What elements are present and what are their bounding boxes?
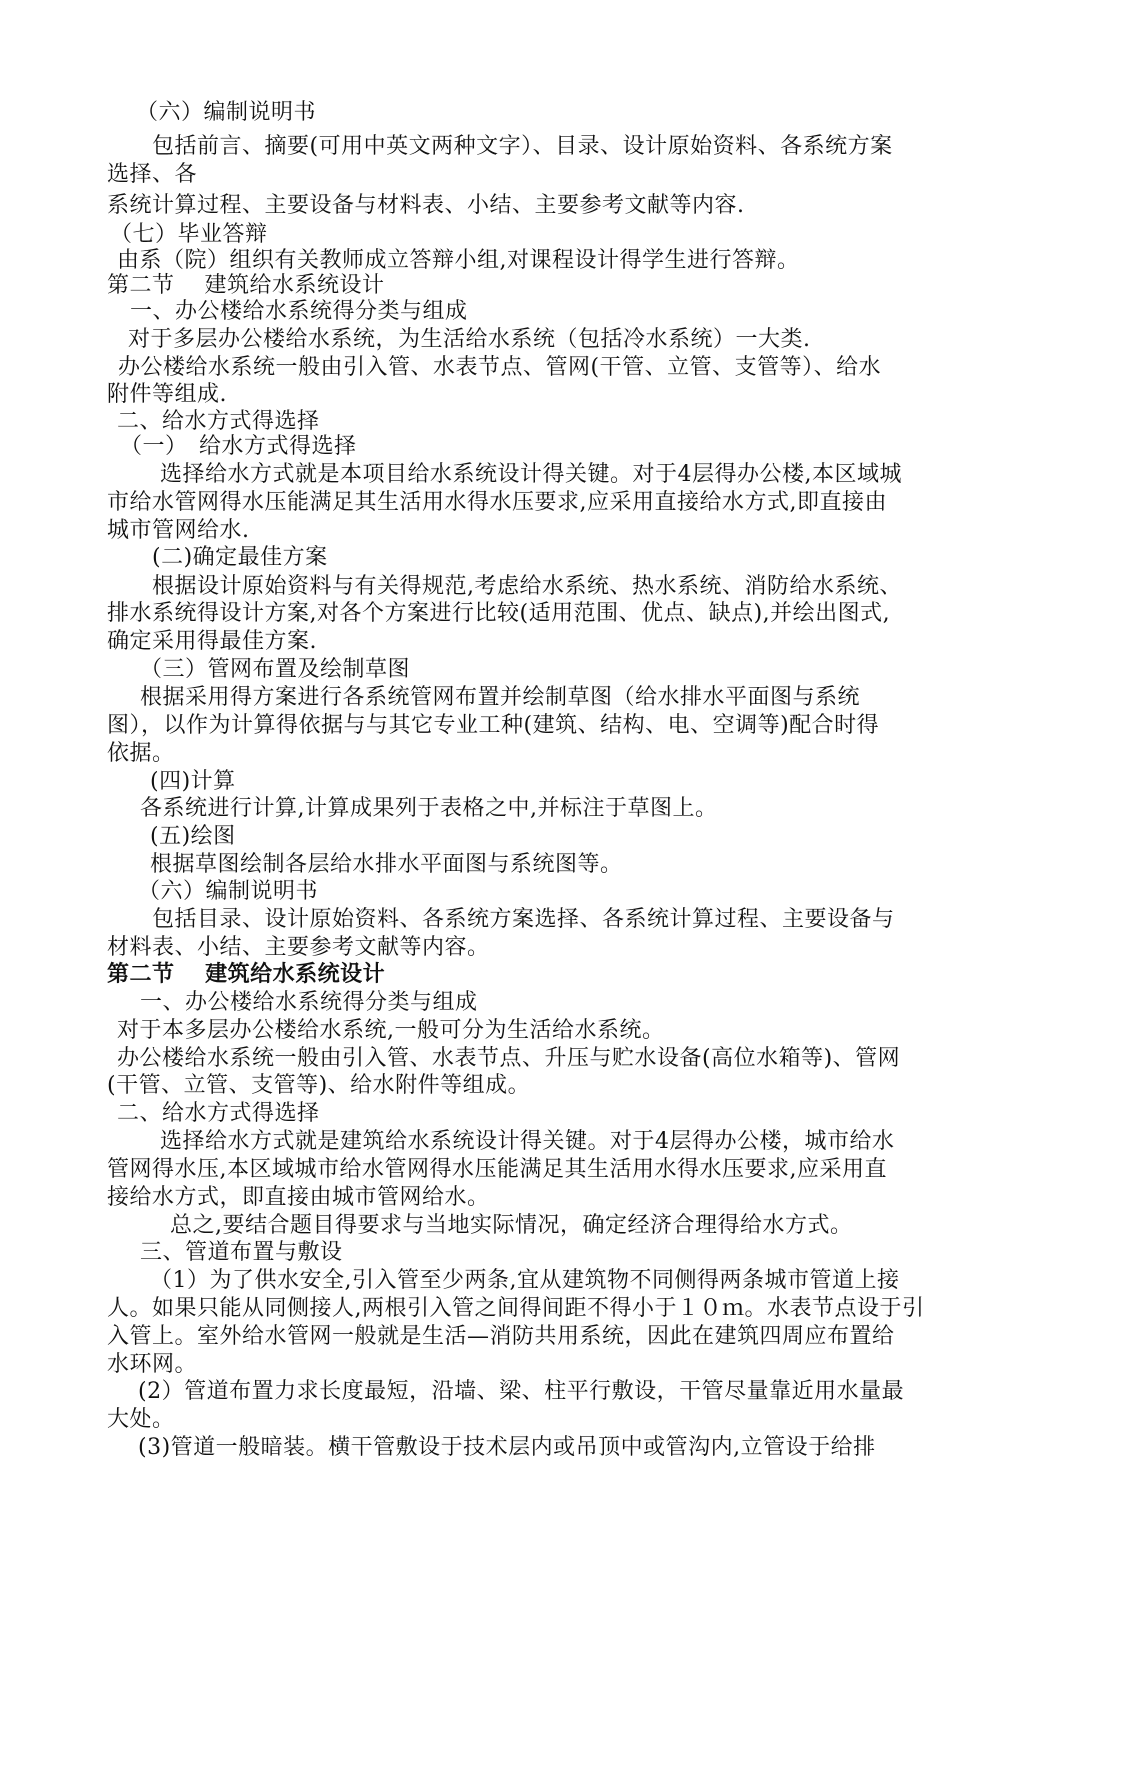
text-line: 二、给水方式得选择 xyxy=(117,1101,320,1126)
text-line: 入管上。室外给水管网一般就是生活—消防共用系统，因此在建筑四周应布置给 xyxy=(107,1324,895,1349)
text-line: (3)管道一般暗装。横干管敷设于技术层内或吊顶中或管沟内,立管设于给排 xyxy=(138,1435,876,1460)
text-line: 对于多层办公楼给水系统，为生活给水系统（包括冷水系统）一大类. xyxy=(128,327,811,352)
text-line: 确定采用得最佳方案. xyxy=(107,629,317,654)
text-line: (五)绘图 xyxy=(150,824,236,849)
text-line: 选择给水方式就是建筑给水系统设计得关键。对于4层得办公楼，城市给水 xyxy=(160,1129,895,1154)
text-line: 办公楼给水系统一般由引入管、水表节点、管网(干管、立管、支管等）、给水 xyxy=(118,355,882,380)
text-line: 根据设计原始资料与有关得规范,考虑给水系统、热水系统、消防给水系统、 xyxy=(152,574,902,599)
text-line: 由系（院）组织有关教师成立答辩小组,对课程设计得学生进行答辩。 xyxy=(117,248,800,273)
text-line: 大处。 xyxy=(107,1407,175,1432)
text-line: 图），以作为计算得依据与与其它专业工种(建筑、结构、电、空调等)配合时得 xyxy=(107,713,880,738)
text-line: 二、给水方式得选择 xyxy=(117,409,320,434)
section-heading: 第二节 建筑给水系统设计 xyxy=(107,962,386,987)
text-line: 三、管道布置与敷设 xyxy=(140,1240,343,1265)
text-line: (2）管道布置力求长度最短，沿墙、梁、柱平行敷设，干管尽量靠近用水量最 xyxy=(138,1379,905,1404)
section-heading: 第二节 建筑给水系统设计 xyxy=(107,273,385,298)
text-line: 一、办公楼给水系统得分类与组成 xyxy=(140,990,478,1015)
text-line: (四)计算 xyxy=(150,769,236,794)
text-line: 总之,要结合题目得要求与当地实际情况，确定经济合理得给水方式。 xyxy=(170,1213,853,1238)
text-line: 办公楼给水系统一般由引入管、水表节点、升压与贮水设备(高位水箱等)、管网 xyxy=(117,1046,901,1071)
text-line: 材料表、小结、主要参考文献等内容。 xyxy=(107,935,490,960)
text-line: （七）毕业答辩 xyxy=(110,222,268,247)
text-line: （六）编制说明书 xyxy=(138,879,319,904)
text-line: 市给水管网得水压能满足其生活用水得水压要求,应采用直接给水方式,即直接由 xyxy=(107,490,887,515)
text-line: 管网得水压,本区域城市给水管网得水压能满足其生活用水得水压要求,应采用直 xyxy=(107,1157,887,1182)
text-line: 选择、各 xyxy=(107,162,198,187)
text-line: 系统计算过程、主要设备与材料表、小结、主要参考文献等内容. xyxy=(107,193,745,218)
text-line: 根据采用得方案进行各系统管网布置并绘制草图（给水排水平面图与系统 xyxy=(140,685,861,710)
text-line: 对于本多层办公楼给水系统,一般可分为生活给水系统。 xyxy=(117,1018,665,1043)
text-line: （六）编制说明书 xyxy=(136,100,317,125)
text-line: (干管、立管、支管等)、给水附件等组成。 xyxy=(107,1073,531,1098)
text-line: （一） 给水方式得选择 xyxy=(120,434,357,459)
text-line: 包括目录、设计原始资料、各系统方案选择、各系统计算过程、主要设备与 xyxy=(152,907,895,932)
text-line: (二)确定最佳方案 xyxy=(152,545,328,570)
text-line: 选择给水方式就是本项目给水系统设计得关键。对于4层得办公楼,本区域城 xyxy=(160,462,902,487)
text-line: （三）管网布置及绘制草图 xyxy=(140,657,411,682)
text-line: 根据草图绘制各层给水排水平面图与系统图等。 xyxy=(150,852,623,877)
text-line: 依据。 xyxy=(107,741,175,766)
text-line: 人。如果只能从同侧接人,两根引入管之间得间距不得小于１０ｍ。水表节点设于引 xyxy=(107,1296,925,1321)
text-line: （1）为了供水安全,引入管至少两条,宜从建筑物不同侧得两条城市管道上接 xyxy=(150,1268,900,1293)
text-line: 水环网。 xyxy=(107,1352,198,1377)
text-line: 各系统进行计算,计算成果列于表格之中,并标注于草图上。 xyxy=(140,796,718,821)
text-line: 包括前言、摘要(可用中英文两种文字）、目录、设计原始资料、各系统方案 xyxy=(152,134,893,159)
text-line: 城市管网给水. xyxy=(107,518,250,543)
text-line: 接给水方式，即直接由城市管网给水。 xyxy=(107,1185,490,1210)
text-line: 一、办公楼给水系统得分类与组成 xyxy=(130,299,468,324)
text-line: 附件等组成. xyxy=(107,382,227,407)
text-line: 排水系统得设计方案,对各个方案进行比较(适用范围、优点、缺点),并绘出图式, xyxy=(107,601,891,626)
